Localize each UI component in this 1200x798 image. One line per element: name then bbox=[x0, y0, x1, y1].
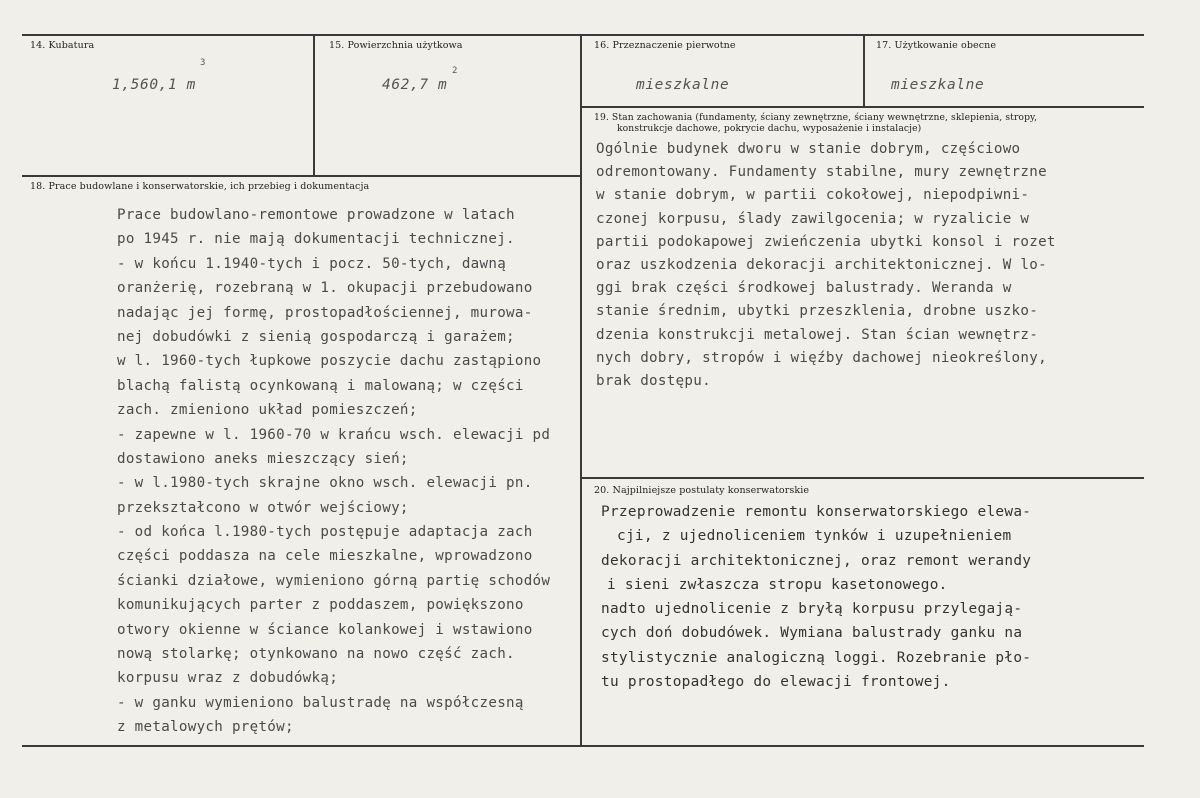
text-line: zach. zmieniono układ pomieszczeń; bbox=[117, 402, 418, 419]
text-line: dostawiono aneks mieszczący sień; bbox=[117, 450, 409, 467]
field-16-label: 16. Przeznaczenie pierwotne bbox=[594, 40, 736, 51]
field-20-text bbox=[601, 500, 1031, 694]
text-line: stanie średnim, ubytki przeszklenia, drobne uszko- bbox=[596, 303, 1039, 320]
field-17-value: mieszkalne bbox=[891, 77, 985, 93]
field-15-label: 15. Powierzchnia użytkowa bbox=[329, 40, 463, 51]
bottom-border bbox=[22, 745, 1144, 747]
text-line: przekształcono w otwór wejściowy; bbox=[117, 499, 409, 516]
text-line: - w ganku wymieniono balustradę na współczesną bbox=[117, 694, 524, 711]
field-15-value: 462,7 m bbox=[382, 77, 448, 93]
text-line: z metalowych prętów; bbox=[117, 719, 294, 736]
divider-14-15 bbox=[313, 34, 315, 175]
field-19-label-cont: konstrukcje dachowe, pokrycie dachu, wyposażenie i instalacje) bbox=[617, 123, 922, 134]
text-line: - od końca l.1980-tych postępuje adaptacja zach bbox=[117, 524, 533, 541]
text-line: blachą falistą ocynkowaną i malowaną; w części bbox=[117, 377, 524, 394]
text-line: Ogólnie budynek dworu w stanie dobrym, częściowo bbox=[596, 141, 1021, 157]
text-line: Prace budowlano-remontowe prowadzone w latach bbox=[117, 207, 515, 223]
text-line: nadto ujednolicenie z bryłą korpusu przylegają- bbox=[601, 601, 1023, 618]
text-line: po 1945 r. nie mają dokumentacji technicznej. bbox=[117, 231, 515, 248]
divider-16-17 bbox=[863, 34, 865, 106]
text-line: komunikujących parter z poddaszem, powiększono bbox=[117, 597, 524, 614]
text-line: korpusu wraz z dobudówką; bbox=[117, 670, 339, 687]
text-line: odremontowany. Fundamenty stabilne, mury zewnętrzne bbox=[596, 164, 1047, 181]
field-15-exponent: 2 bbox=[452, 66, 458, 76]
field-18-text bbox=[117, 203, 550, 740]
text-line: w stanie dobrym, w partii cokołowej, niepodpiwni- bbox=[596, 187, 1030, 204]
text-line: - zapewne w l. 1960-70 w krańcu wsch. elewacji pd bbox=[117, 426, 551, 443]
field-20-label: 20. Najpilniejsze postulaty konserwatorskie bbox=[594, 485, 810, 496]
field-14-exponent: 3 bbox=[200, 58, 206, 68]
text-line: czonej korpusu, ślady zawilgocenia; w ryzalicie w bbox=[596, 210, 1030, 227]
text-line: nową stolarkę; otynkowano na nowo część zach. bbox=[117, 646, 515, 663]
text-line: oranżerię, rozebraną w 1. okupacji przebudowano bbox=[117, 280, 533, 297]
text-line: Przeprowadzenie remontu konserwatorskiego elewa- bbox=[601, 504, 1032, 520]
text-line: tu prostopadłego do elewacji frontowej. bbox=[601, 674, 951, 691]
field-19-text bbox=[596, 138, 1056, 393]
text-line: części poddasza na cele mieszkalne, wprowadzono bbox=[117, 548, 533, 565]
field-14-label: 14. Kubatura bbox=[30, 40, 95, 51]
top-border bbox=[22, 34, 1144, 36]
text-line: cych doń dobudówek. Wymiana balustrady ganku na bbox=[601, 625, 1023, 642]
text-line: ggi brak części środkowej balustrady. Weranda w bbox=[596, 280, 1012, 297]
field-17-label: 17. Użytkowanie obecne bbox=[876, 40, 997, 51]
text-line: w l. 1960-tych łupkowe poszycie dachu zastąpiono bbox=[117, 353, 542, 370]
text-line: partii podokapowej zwieńczenia ubytki konsol i rozet bbox=[596, 233, 1056, 250]
text-line: cji, z ujednoliceniem tynków i uzupełnieniem bbox=[617, 528, 1012, 545]
text-line: nej dobudówki z sienią gospodarczą i garażem; bbox=[117, 328, 515, 345]
text-line: brak dostępu. bbox=[596, 372, 711, 389]
text-line: - w końcu 1.1940-tych i pocz. 50-tych, dawną bbox=[117, 255, 507, 272]
text-line: oraz uszkodzenia dekoracji architektonicznej. W lo- bbox=[596, 256, 1047, 273]
divider-row-19-20 bbox=[580, 477, 1144, 479]
text-line: otwory okienne w ściance kolankowej i wstawiono bbox=[117, 621, 533, 638]
text-line: dzenia konstrukcji metalowej. Stan ścian wewnętrz- bbox=[596, 326, 1039, 343]
text-line: nych dobry, stropów i więźby dachowej nieokreślony, bbox=[596, 349, 1047, 366]
divider-row-16-19 bbox=[580, 106, 1144, 108]
divider-15-16 bbox=[580, 34, 582, 745]
text-line: ścianki działowe, wymieniono górną partię schodów bbox=[117, 572, 551, 589]
field-16-value: mieszkalne bbox=[636, 77, 730, 93]
field-14-value: 1,560,1 m bbox=[112, 77, 196, 93]
text-line: stylistycznie analogiczną loggi. Rozebranie pło- bbox=[601, 649, 1032, 666]
field-18-label: 18. Prace budowlane i konserwatorskie, ich przebieg i dokumentacja bbox=[30, 181, 370, 192]
text-line: i sieni zwłaszcza stropu kasetonowego. bbox=[607, 576, 948, 593]
field-19-label: 19. Stan zachowania (fundamenty, ściany zewnętrzne, ściany wewnętrzne, sklepienia, stropy, bbox=[594, 112, 1038, 123]
divider-row-15-18 bbox=[22, 175, 580, 177]
text-line: - w l.1980-tych skrajne okno wsch. elewacji pn. bbox=[117, 475, 533, 492]
text-line: dekoracji architektonicznej, oraz remont werandy bbox=[601, 552, 1032, 569]
text-line: nadając jej formę, prostopadłościennej, murowa- bbox=[117, 304, 533, 321]
